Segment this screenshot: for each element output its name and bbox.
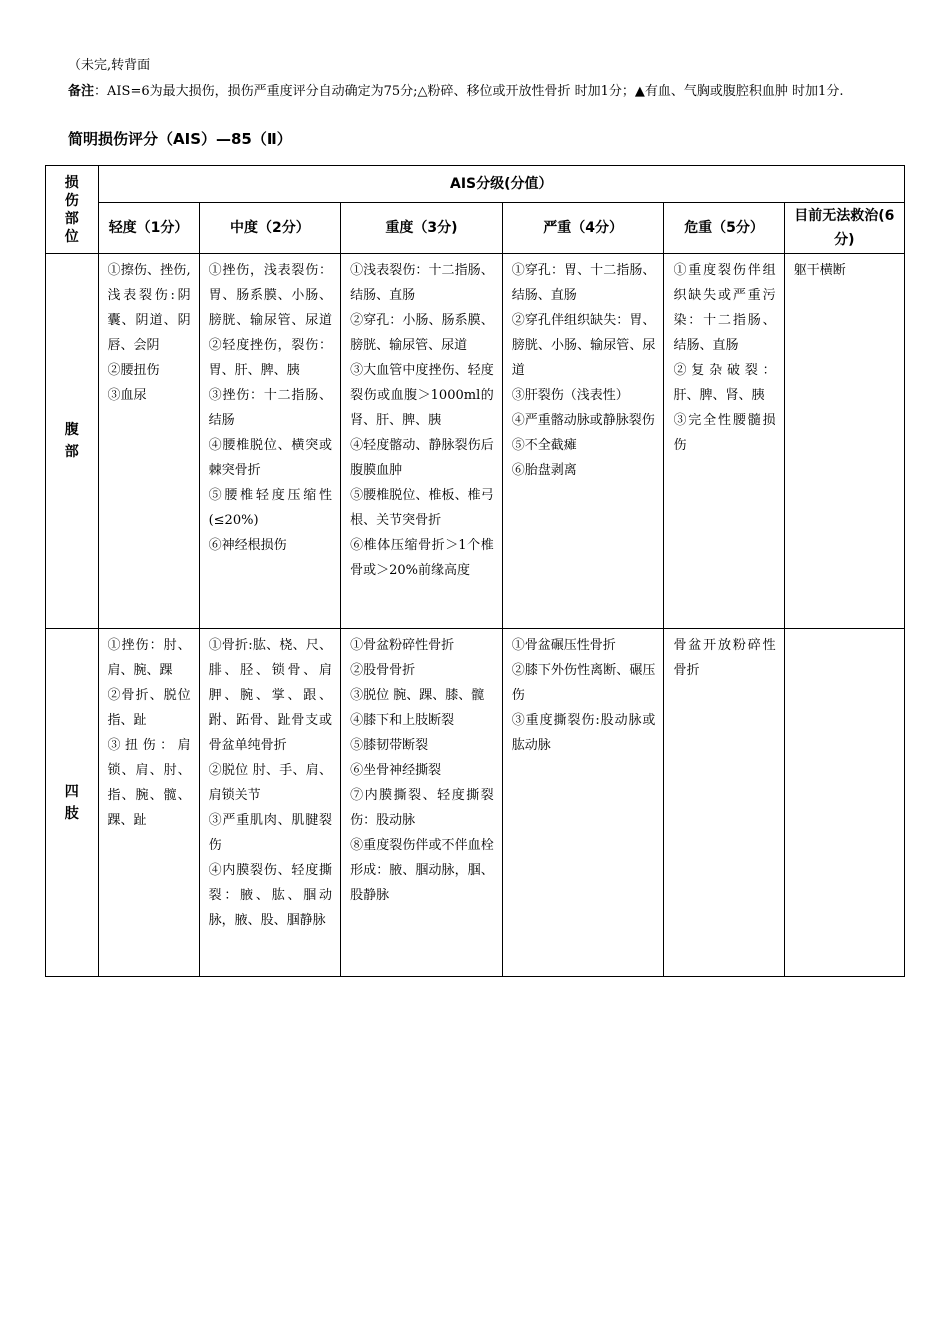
row-label-abdomen: 腹部 (46, 254, 99, 629)
remark-label: 备注 (68, 84, 95, 99)
col-header-mild: 轻度（1分） (98, 203, 199, 254)
page-title: 简明损伤评分（AIS）—85（Ⅱ） (68, 130, 292, 148)
row-label-limbs: 四肢 (46, 629, 99, 977)
cell-abdomen-severe: ①穿孔：胃、十二指肠、结肠、直肠 ②穿孔伴组织缺失：胃、膀胱、小肠、输尿管、尿道 ③肝裂伤（浅表性） ④严重髂动脉或静脉裂伤 ⑤不全截瘫 ⑥胎盘剥离 (502, 254, 664, 629)
col-header-severe: 严重（4分） (502, 203, 664, 254)
cell-abdomen-moderate: ①挫伤，浅表裂伤：胃、肠系膜、小肠、膀胱、输尿管、尿道②轻度挫伤，裂伤：胃、肝、脾、胰 ③挫伤：十二指肠、结肠 ④腰椎脱位、横突或棘突骨折 ⑤腰椎轻度压缩性(≤20%) ⑥神经根损伤 (199, 254, 340, 629)
col-header-unsurvivable: 目前无法救治(6分) (784, 203, 904, 254)
remark-text: ：AIS=6为最大损伤，损伤严重度评分自动确定为75分;△粉碎、移位或开放性骨折 时加1分；▲有血、气胸或腹腔积血肿 时加1分. (94, 84, 844, 99)
table-row-limbs (46, 629, 905, 977)
cell-limbs-critical: 骨盆开放粉碎性骨折 (664, 629, 784, 977)
col-header-ais-grade: AIS分级(分值） (98, 166, 904, 203)
col-header-moderate: 中度（2分） (199, 203, 340, 254)
remark-note (68, 79, 888, 104)
continuation-note: （未完,转背面 (68, 58, 151, 73)
cell-abdomen-serious: ①浅表裂伤：十二指肠、结肠、直肠 ②穿孔：小肠、肠系膜、膀胱、输尿管、尿道 ③大血管中度挫伤、轻度裂伤或血腹＞1000ml的肾、肝、脾、胰 ④轻度髂动、静脉裂伤后腹膜血肿 ⑤腰椎脱位、椎板、椎弓根、关节突骨折 ⑥椎体压缩骨折＞1个椎骨或＞20%前缘高度 (341, 254, 503, 629)
col-header-serious: 重度（3分) (341, 203, 503, 254)
table-row-abdomen (46, 254, 905, 629)
col-header-critical: 危重（5分） (664, 203, 784, 254)
ais-table (45, 165, 905, 977)
cell-limbs-unsurvivable (784, 629, 904, 977)
cell-abdomen-mild: ①擦伤、挫伤,浅表裂伤:阴囊、阴道、阴唇、会阴 ②腰扭伤 ③血尿 (98, 254, 199, 629)
cell-limbs-serious: ①骨盆粉碎性骨折 ②股骨骨折 ③脱位 腕、踝、膝、髋 ④膝下和上肢断裂 ⑤膝韧带断裂 ⑥坐骨神经撕裂 ⑦内膜撕裂、轻度撕裂伤：股动脉 ⑧重度裂伤伴或不伴血栓形成：腋、腘动脉，腘、股静脉 (341, 629, 503, 977)
col-header-region: 损伤部位 (46, 166, 99, 254)
cell-limbs-mild: ①挫伤：肘、肩、腕、踝 ②骨折、脱位 指、趾 ③扭伤：肩锁、肩、肘、指、腕、髋、踝、趾 (98, 629, 199, 977)
cell-abdomen-critical: ①重度裂伤伴组织缺失或严重污染：十二指肠、结肠、直肠 ②复杂破裂：肝、脾、肾、胰 ③完全性腰髓损伤 (664, 254, 784, 629)
cell-abdomen-unsurvivable: 躯干横断 (784, 254, 904, 629)
cell-limbs-severe: ①骨盆碾压性骨折 ②膝下外伤性离断、碾压伤 ③重度撕裂伤:股动脉或肱动脉 (502, 629, 664, 977)
cell-limbs-moderate: ①骨折:肱、桡、尺、腓、胫、锁骨、肩胛、腕、掌、跟、跗、跖骨、趾骨支或骨盆单纯骨折 ②脱位 肘、手、肩、肩锁关节 ③严重肌肉、肌腱裂伤 ④内膜裂伤、轻度撕裂：腋、肱、腘动脉，腋、股、腘静脉 (199, 629, 340, 977)
